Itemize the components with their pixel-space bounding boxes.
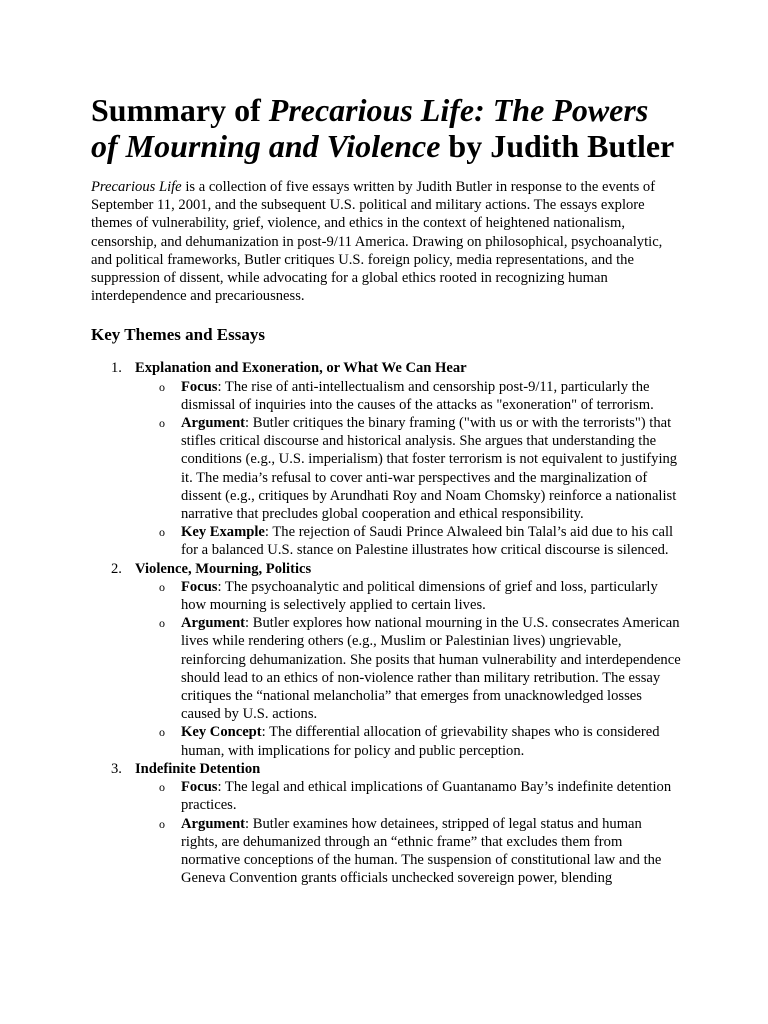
- essay-point: [135, 614, 681, 723]
- essay-number: 1.: [111, 360, 122, 377]
- point-text: : The differential allocation of grievability shapes who is considered human, with implications for policy and public perception.: [181, 724, 660, 759]
- point-label: Focus: [181, 779, 218, 796]
- essay-item: [91, 760, 681, 887]
- essay-item: [91, 560, 681, 760]
- essay-item: [91, 359, 681, 559]
- essay-point: [135, 778, 681, 814]
- point-label: Argument: [181, 415, 246, 432]
- bullet-icon: o: [159, 725, 165, 740]
- essay-title: Explanation and Exoneration, or What We Can Hear: [135, 360, 467, 377]
- title-suffix: by Judith Butler: [440, 128, 675, 164]
- essay-title: Violence, Mourning, Politics: [135, 560, 312, 577]
- bullet-icon: o: [159, 579, 165, 594]
- bullet-icon: o: [159, 379, 165, 394]
- essay-point: [135, 723, 681, 759]
- point-text: : The legal and ethical implications of Guantanamo Bay’s indefinite detention practices.: [181, 779, 672, 814]
- document-page: [91, 92, 681, 887]
- section-heading: Key Themes and Essays: [91, 325, 265, 345]
- point-label: Focus: [181, 378, 218, 395]
- essay-title: Indefinite Detention: [135, 760, 261, 777]
- essay-points: [135, 578, 681, 760]
- point-text: : Butler explores how national mourning in the U.S. consecrates American lives while rendering others (e.g., Muslim or Palestinian lives) ungrievable, reinforcing dehumanization. She posits that human vulnerability and interdependence should lead to an ethics of non-violence rather than military retribution. The essay critiques the “national melancholia” that emerges from unacknowledged losses caused by U.S. actions.: [181, 615, 681, 723]
- intro-paragraph: [91, 178, 681, 305]
- point-text: : The rise of anti-intellectualism and censorship post-9/11, particularly the dismissal of inquiries into the causes of the attacks as "exoneration" of terrorism.: [181, 378, 654, 413]
- essay-points: [135, 778, 681, 887]
- bullet-icon: o: [159, 525, 165, 540]
- essay-number: 2.: [111, 560, 122, 577]
- point-text: : Butler examines how detainees, stripped of legal status and human rights, are dehumanized through an “ethnic frame” that excludes them from normative conceptions of the human. The suspension of constitutional law and the Geneva Convention grants officials unchecked sovereign power, blending: [181, 815, 662, 887]
- point-label: Focus: [181, 578, 218, 595]
- essay-point: [135, 815, 681, 888]
- page-title: [91, 92, 681, 164]
- point-label: Argument: [181, 815, 246, 832]
- point-label: Key Example: [181, 524, 265, 541]
- bullet-icon: o: [159, 616, 165, 631]
- bullet-icon: o: [159, 416, 165, 431]
- bullet-icon: o: [159, 816, 165, 831]
- bullet-icon: o: [159, 780, 165, 795]
- title-prefix: Summary of: [91, 92, 269, 128]
- essay-number: 3.: [111, 760, 122, 777]
- essay-point: [135, 414, 681, 523]
- point-label: Key Concept: [181, 724, 262, 741]
- point-text: : The rejection of Saudi Prince Alwaleed bin Talal’s aid due to his call for a balanced U.S. stance on Palestine illustrates how critical discourse is silenced.: [181, 524, 674, 559]
- intro-book-name: Precarious Life: [91, 179, 182, 195]
- point-text: : Butler critiques the binary framing ("with us or with the terrorists") that stifles critical discourse and historical analysis. She argues that understanding the conditions (e.g., U.S. imperialism) that foster terrorism is not equivalent to justifying it. The media’s refusal to cover anti-war perspectives and the marginalization of dissent (e.g., critiques by Arundhati Roy and Noam Chomsky) reinforce a nationalist narrative that precludes global cooperation and ethical responsibility.: [181, 415, 678, 523]
- title-book-name: Precarious Life: The Powers of Mourning and Violence: [91, 92, 649, 164]
- point-text: : The psychoanalytic and political dimensions of grief and loss, particularly how mourning is selectively applied to certain lives.: [181, 578, 658, 614]
- point-label: Argument: [181, 615, 246, 632]
- essay-point: [135, 578, 681, 614]
- intro-text: is a collection of five essays written by Judith Butler in response to the events of September 11, 2001, and the subsequent U.S. political and military actions. The essays explore themes of vulnerability, grief, violence, and ethics in the context of heightened nationalism, censorship, and dehumanization in post-9/11 America. Drawing on philosophical, psychoanalytic, and political frameworks, Butler critiques U.S. foreign policy, media representations, and the suppression of dissent, while advocating for a global ethics rooted in recognizing human interdependence and precariousness.: [91, 179, 663, 305]
- essay-points: [135, 378, 681, 560]
- essay-point: [135, 378, 681, 414]
- essay-point: [135, 523, 681, 559]
- essay-list: [91, 359, 681, 887]
